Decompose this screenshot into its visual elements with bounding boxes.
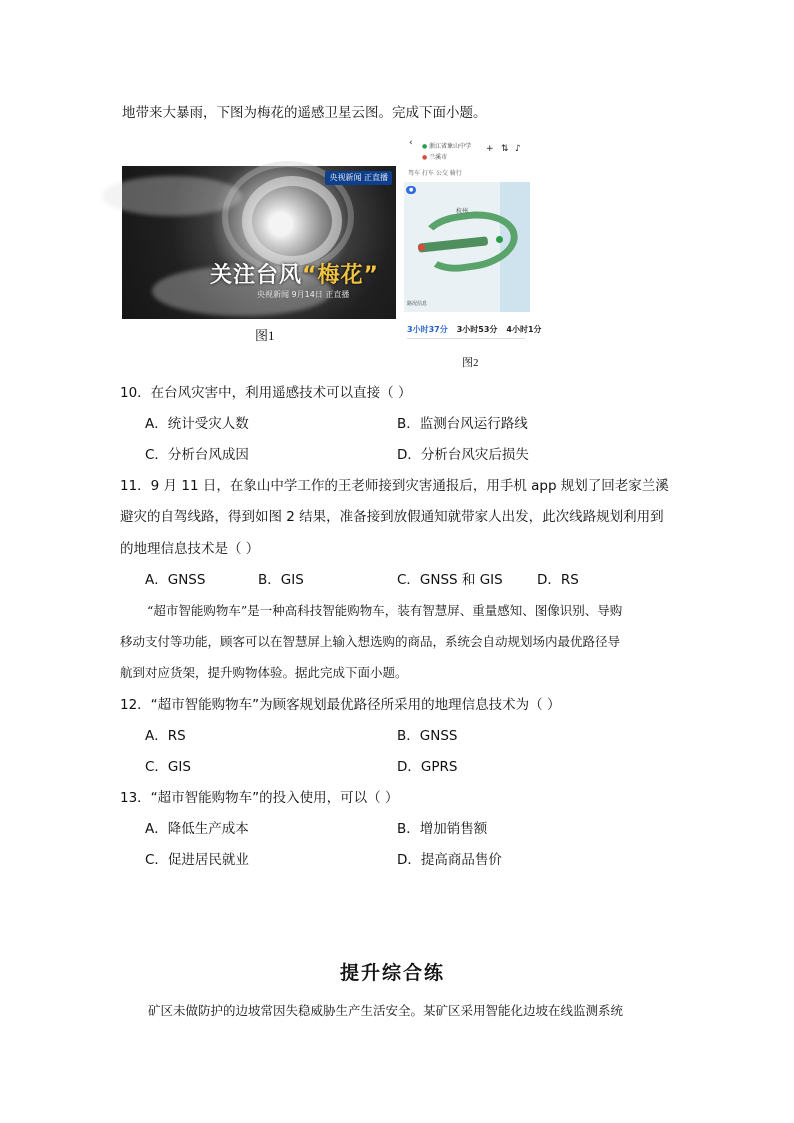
q13-option-d: D．提高商品售价 xyxy=(397,852,502,868)
q10-option-b: B．监测台风运行路线 xyxy=(397,416,528,432)
image-caption: 关注台风“梅花” xyxy=(210,263,379,288)
q10-option-a: A．统计受灾人数 xyxy=(145,416,249,432)
add-stop-icon: + xyxy=(486,144,494,154)
q12-option-a: A．RS xyxy=(145,728,186,744)
intro-text: 地带来大暴雨，下图为梅花的遥感卫星云图。完成下面小题。 xyxy=(122,105,487,121)
back-icon: ‹ xyxy=(409,138,413,148)
q10-option-c: C．分析台风成因 xyxy=(145,447,249,463)
q13-option-b: B．增加销售额 xyxy=(397,821,488,837)
map-area: 杭州 ● 路况信息 xyxy=(404,182,530,312)
q11-stem-line2: 避灾的自驾线路，得到如图 2 结果，准备接到放假通知就带家人出发，此次线路规划利用到 xyxy=(120,509,664,525)
figure2-label: 图2 xyxy=(462,357,479,369)
q11-stem-line1: 11．9 月 11 日，在象山中学工作的王老师接到灾害通报后，用手机 app 规划了回老家兰溪 xyxy=(120,478,669,494)
typhoon-satellite-image xyxy=(122,166,396,319)
route-map-screenshot xyxy=(404,136,542,356)
route-from: ● 浙江省象山中学 xyxy=(422,143,472,150)
passage2-line3: 航到对应货架，提升购物体验。据此完成下面小题。 xyxy=(120,665,408,680)
q10-stem: 10．在台风灾害中，利用遥感技术可以直接（ ） xyxy=(120,385,412,401)
passage3-line1: 矿区未做防护的边坡常因失稳威胁生产生活安全。某矿区采用智能化边坡在线监测系统 xyxy=(148,1003,624,1018)
q11-option-a: A．GNSS xyxy=(145,572,206,588)
q12-stem: 12．“超市智能购物车”为顾客规划最优路径所采用的地理信息技术为（ ） xyxy=(120,697,561,713)
q10-option-d: D．分析台风灾后损失 xyxy=(397,447,529,463)
passage2-line1: “超市智能购物车”是一种高科技智能购物车，装有智慧屏、重量感知、图像识别、导购 xyxy=(147,603,623,618)
mode-tabs: 驾车 打车 公交 骑行 xyxy=(408,170,462,177)
route-to: ● 兰溪市 xyxy=(422,154,448,161)
image-subcaption: 央视新闻 9月14日 正直播 xyxy=(257,290,350,299)
q11-option-b: B．GIS xyxy=(258,572,304,588)
route-times: 3小时37分 3小时53分 4小时1分 xyxy=(407,325,542,334)
figure1-label: 图1 xyxy=(255,328,275,343)
section-title: 提升综合练 xyxy=(340,962,446,984)
q13-option-c: C．促进居民就业 xyxy=(145,852,249,868)
voice-icon: ♪ xyxy=(515,144,521,154)
q13-stem: 13．“超市智能购物车”的投入使用，可以（ ） xyxy=(120,790,399,806)
q12-option-c: C．GIS xyxy=(145,759,191,775)
passage2-line2: 移动支付等功能，顾客可以在智慧屏上输入想选购的商品，系统会自动规划场内最优路径导 xyxy=(120,634,621,649)
q11-option-c: C．GNSS 和 GIS xyxy=(397,572,503,588)
q12-option-d: D．GPRS xyxy=(397,759,458,775)
q13-option-a: A．降低生产成本 xyxy=(145,821,249,837)
news-logo: 央视新闻 正直播 xyxy=(325,171,392,185)
q11-stem-line3: 的地理信息技术是（ ） xyxy=(120,541,260,557)
swap-icon: ⇅ xyxy=(501,144,509,154)
q12-option-b: B．GNSS xyxy=(397,728,458,744)
q11-option-d: D．RS xyxy=(537,572,579,588)
